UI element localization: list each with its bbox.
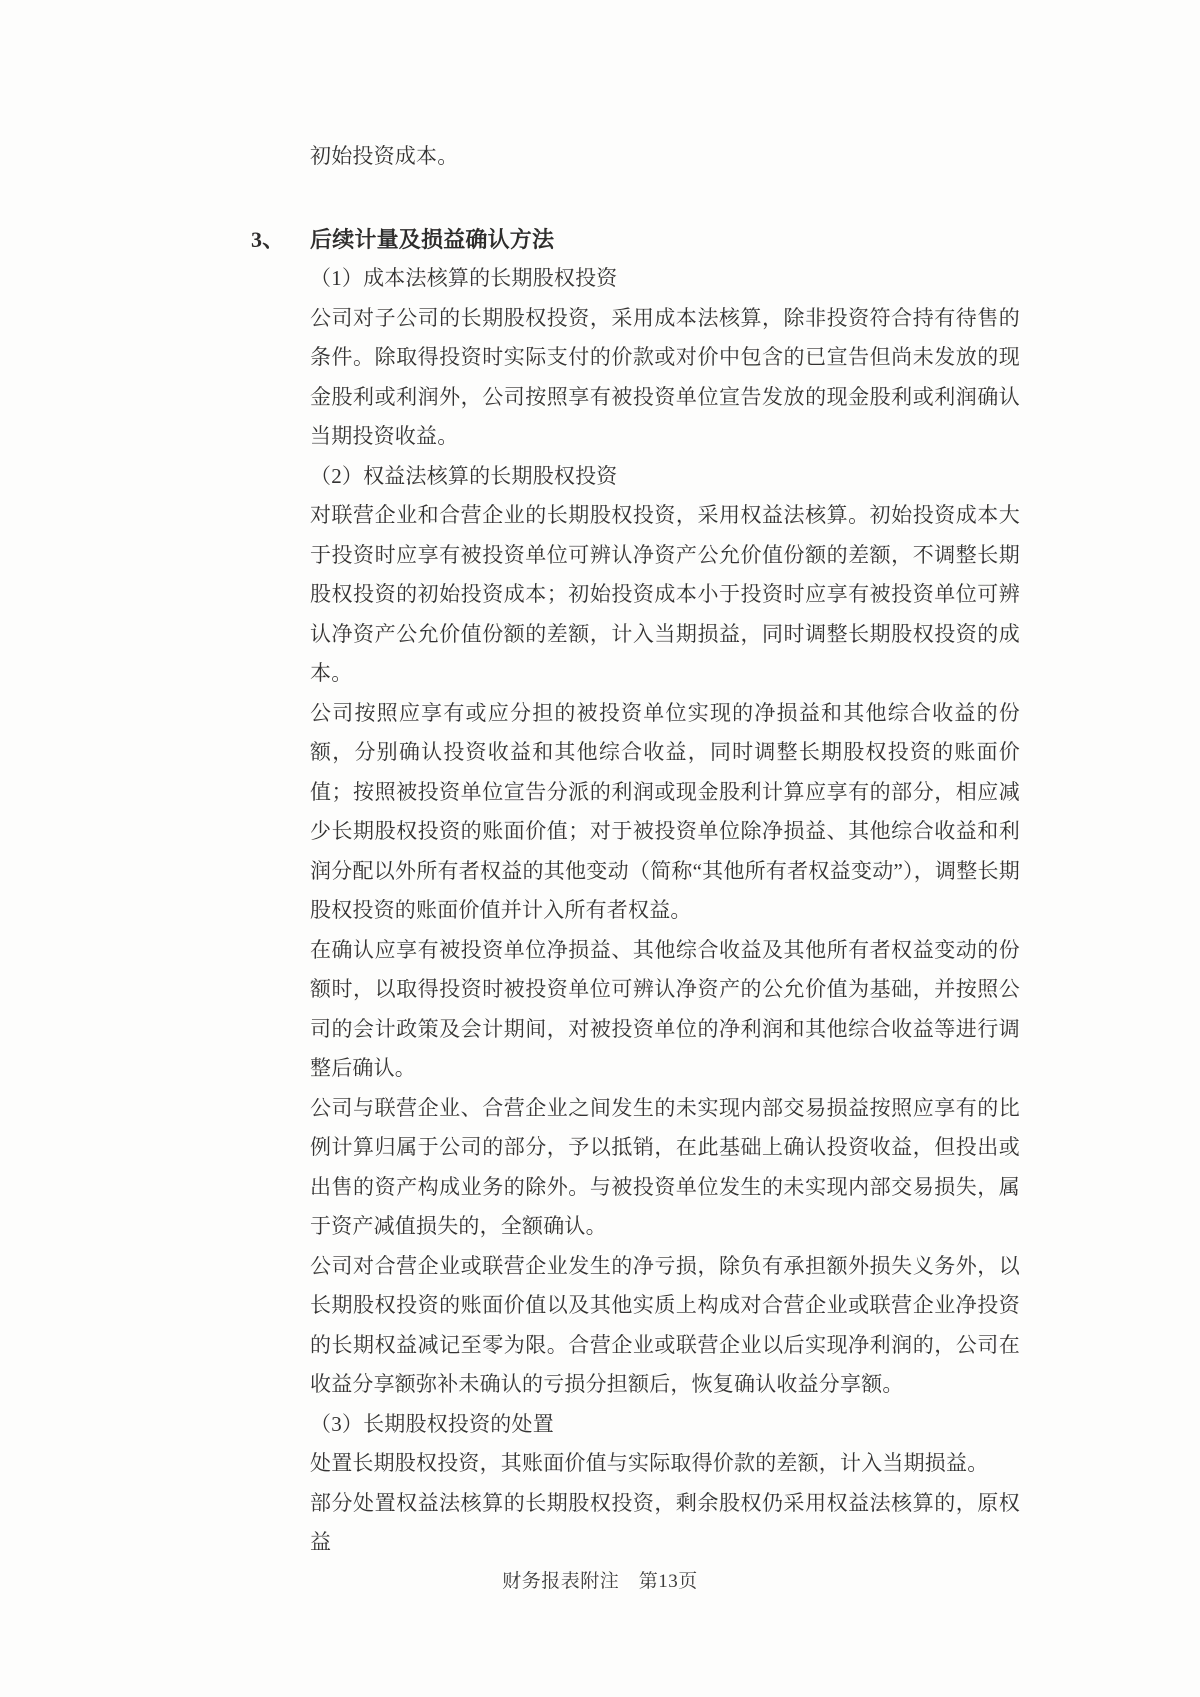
section-heading — [251, 220, 1020, 260]
paragraph: 处置长期股权投资，其账面价值与实际取得价款的差额，计入当期损益。 — [310, 1451, 989, 1475]
subsection-title-disposal: （3）长期股权投资的处置 — [310, 1411, 554, 1436]
page-footer: 财务报表附注 第13页 — [502, 1571, 698, 1592]
heading-title: 后续计量及损益确认方法 — [310, 226, 555, 252]
intro-paragraph: 初始投资成本。 — [310, 144, 459, 168]
paragraph: 公司与联营企业、合营企业之间发生的未实现内部交易损益按照应享有的比例计算归属于公司的部分，予以抵销，在此基础上确认投资收益，但投出或出售的资产构成业务的除外。与被投资单位发生的未实现内部交易损失，属于资产减值损失的，全额确认。 — [310, 1095, 1020, 1238]
paragraph: 部分处置权益法核算的长期股权投资，剩余股权仍采用权益法核算的，原权益 — [310, 1490, 1020, 1554]
subsection-title-equity-method: （2）权益法核算的长期股权投资 — [310, 463, 618, 488]
heading-number: 3、 — [251, 226, 285, 252]
paragraph: 公司对子公司的长期股权投资，采用成本法核算，除非投资符合持有待售的条件。除取得投资时实际支付的价款或对价中包含的已宣告但尚未发放的现金股利或利润外，公司按照享有被投资单位宣告发放的现金股利或利润确认当期投资收益。 — [310, 305, 1020, 448]
paragraph: 在确认应享有被投资单位净损益、其他综合收益及其他所有者权益变动的份额时，以取得投资时被投资单位可辨认净资产的公允价值为基础，并按照公司的会计政策及会计期间，对被投资单位的净利润和其他综合收益等进行调整后确认。 — [310, 937, 1020, 1080]
paragraph: 对联营企业和合营企业的长期股权投资，采用权益法核算。初始投资成本大于投资时应享有被投资单位可辨认净资产公允价值份额的差额，不调整长期股权投资的初始投资成本；初始投资成本小于投资时应享有被投资单位可辨认净资产公允价值份额的差额，计入当期损益，同时调整长期股权投资的成本。 — [310, 503, 1020, 685]
paragraph: 公司对合营企业或联营企业发生的净亏损，除负有承担额外损失义务外，以长期股权投资的账面价值以及其他实质上构成对合营企业或联营企业净投资的长期权益减记至零为限。合营企业或联营企业以后实现净利润的，公司在收益分享额弥补未确认的亏损分担额后，恢复确认收益分享额。 — [310, 1253, 1020, 1396]
subsection-title-cost-method: （1）成本法核算的长期股权投资 — [310, 266, 618, 290]
paragraph: 公司按照应享有或应分担的被投资单位实现的净损益和其他综合收益的份额，分别确认投资收益和其他综合收益，同时调整长期股权投资的账面价值；按照被投资单位宣告分派的利润或现金股利计算应享有的部分，相应减少长期股权投资的账面价值；对于被投资单位除净损益、其他综合收益和利润分配以外所有者权益的其他变动（简称“其他所有者权益变动”），调整长期股权投资的账面价值并计入所有者权益。 — [310, 700, 1020, 922]
document-content — [251, 137, 1020, 1563]
